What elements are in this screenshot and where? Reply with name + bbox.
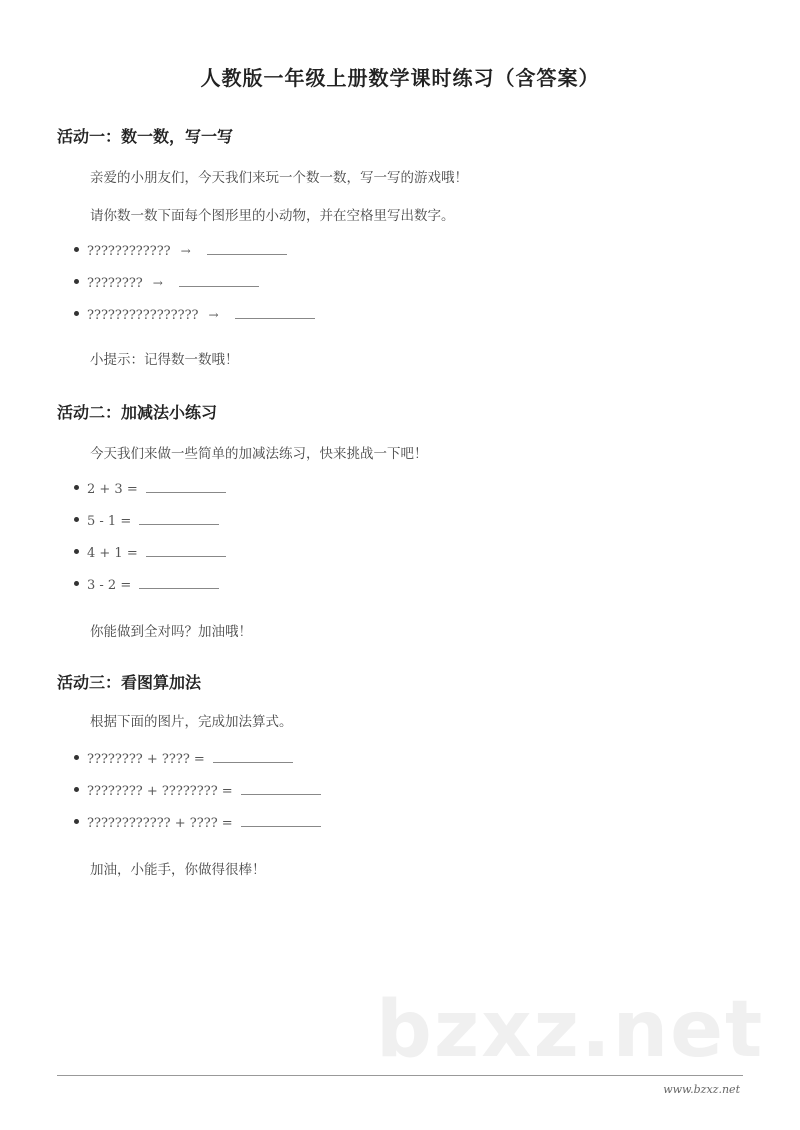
activity-1-tip: 小提示：记得数一数哦！ xyxy=(90,352,239,368)
list-item xyxy=(74,242,287,259)
list-item xyxy=(74,544,226,561)
answer-blank[interactable] xyxy=(235,306,315,319)
list-item xyxy=(74,512,219,529)
answer-blank[interactable] xyxy=(241,814,321,827)
item-text: ???????????????? xyxy=(87,308,199,323)
list-item xyxy=(74,814,321,831)
activity-3-heading: 活动三：看图算加法 xyxy=(57,673,202,692)
bullet-icon xyxy=(74,549,79,554)
item-text: ???????????? + ???? = xyxy=(87,816,233,831)
footer-divider xyxy=(57,1075,743,1076)
bullet-icon xyxy=(74,581,79,586)
list-item xyxy=(74,750,293,767)
list-item xyxy=(74,306,315,323)
item-text: ???????? + ???????? = xyxy=(87,784,233,799)
activity-1-heading: 活动一：数一数，写一写 xyxy=(57,127,234,146)
item-text: ???????????? xyxy=(87,244,171,259)
footer-url: www.bzxz.net xyxy=(663,1083,740,1096)
answer-blank[interactable] xyxy=(207,242,287,255)
item-text: 5 - 1 = xyxy=(87,514,132,529)
activity-3-tip: 加油，小能手，你做得很棒！ xyxy=(90,862,266,878)
bullet-icon xyxy=(74,247,79,252)
arrow-icon: → xyxy=(208,308,219,322)
list-item xyxy=(74,782,321,799)
activity-2-tip: 你能做到全对吗？加油哦！ xyxy=(90,624,252,640)
arrow-icon: → xyxy=(180,244,191,258)
answer-blank[interactable] xyxy=(139,512,219,525)
activity-2-intro: 今天我们来做一些简单的加减法练习，快来挑战一下吧！ xyxy=(90,446,428,462)
answer-blank[interactable] xyxy=(139,576,219,589)
list-item xyxy=(74,480,226,497)
list-item xyxy=(74,576,219,593)
bullet-icon xyxy=(74,819,79,824)
list-item xyxy=(74,274,259,291)
watermark: bzxz.net xyxy=(376,985,765,1075)
item-text: 4 + 1 = xyxy=(87,546,138,561)
bullet-icon xyxy=(74,755,79,760)
answer-blank[interactable] xyxy=(146,480,226,493)
item-text: ???????? xyxy=(87,276,143,291)
bullet-icon xyxy=(74,311,79,316)
item-text: 3 - 2 = xyxy=(87,578,132,593)
item-text: 2 + 3 = xyxy=(87,482,138,497)
bullet-icon xyxy=(74,787,79,792)
page-title: 人教版一年级上册数学课时练习（含答案） xyxy=(200,66,600,90)
bullet-icon xyxy=(74,279,79,284)
activity-3-intro: 根据下面的图片，完成加法算式。 xyxy=(90,714,293,730)
arrow-icon: → xyxy=(152,276,163,290)
answer-blank[interactable] xyxy=(146,544,226,557)
answer-blank[interactable] xyxy=(213,750,293,763)
answer-blank[interactable] xyxy=(179,274,259,287)
item-text: ???????? + ???? = xyxy=(87,752,205,767)
activity-1-instruction: 请你数一数下面每个图形里的小动物，并在空格里写出数字。 xyxy=(90,208,455,224)
bullet-icon xyxy=(74,517,79,522)
bullet-icon xyxy=(74,485,79,490)
activity-2-heading: 活动二：加减法小练习 xyxy=(57,403,218,422)
answer-blank[interactable] xyxy=(241,782,321,795)
activity-1-intro: 亲爱的小朋友们，今天我们来玩一个数一数，写一写的游戏哦！ xyxy=(90,170,468,186)
